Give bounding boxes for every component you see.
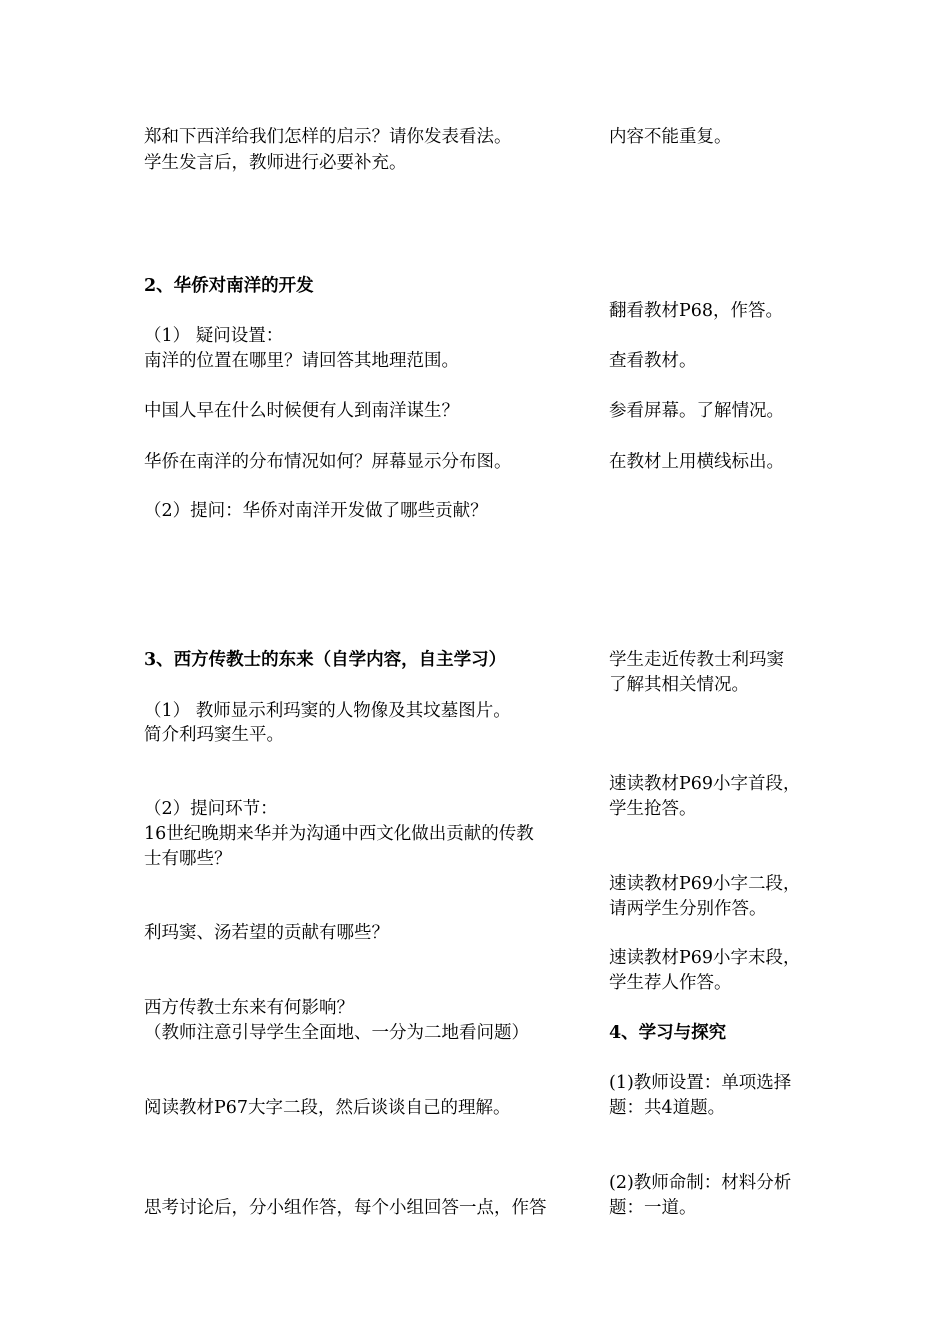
left-text: 郑和下西洋给我们怎样的启示？请你发表看法。 (144, 127, 512, 147)
left-text: 南洋的位置在哪里？请回答其地理范围。 (144, 351, 459, 371)
left-text: （2）提问：华侨对南洋开发做了哪些贡献？ (144, 501, 488, 521)
left-text: 华侨在南洋的分布情况如何？屏幕显示分布图。 (144, 452, 512, 472)
right-text: 速读教材P69小字首段， (609, 774, 801, 794)
right-text: 速读教材P69小字末段， (609, 948, 801, 968)
left-text: （1） 教师显示利玛窦的人物像及其坟墓图片。 (144, 701, 511, 721)
right-text: 学生走近传教士利玛窦 (609, 650, 784, 670)
section-heading: 4、学习与探究 (609, 1023, 727, 1043)
right-text: 速读教材P69小字二段， (609, 874, 801, 894)
section-heading: 2、华侨对南洋的开发 (144, 276, 314, 296)
right-text: 题：共4道题。 (609, 1098, 726, 1118)
right-text: 参看屏幕。了解情况。 (609, 401, 784, 421)
left-text: （2）提问环节： (144, 799, 278, 819)
left-text: （1） 疑问设置： (144, 326, 284, 346)
left-text: 利玛窦、汤若望的贡献有哪些？ (144, 923, 389, 943)
right-text: 查看教材。 (609, 351, 697, 371)
left-text: 阅读教材P67大字二段，然后谈谈自己的理解。 (144, 1098, 511, 1118)
right-text: 翻看教材P68，作答。 (609, 301, 784, 321)
left-text: 简介利玛窦生平。 (144, 725, 284, 745)
left-text: 西方传教士东来有何影响？ (144, 998, 354, 1018)
right-text: 学生抢答。 (609, 799, 697, 819)
right-text: 请两学生分别作答。 (609, 899, 767, 919)
right-text: (1)教师设置：单项选择 (609, 1073, 792, 1093)
right-text: 题：一道。 (609, 1198, 697, 1218)
left-text: 中国人早在什么时候便有人到南洋谋生？ (144, 401, 459, 421)
left-text: 思考讨论后，分小组作答，每个小组回答一点，作答 (144, 1198, 547, 1218)
section-heading: 3、西方传教士的东来（自学内容，自主学习） (144, 650, 507, 670)
left-text: 士有哪些？ (144, 849, 232, 869)
left-text: 16世纪晚期来华并为沟通中西文化做出贡献的传教 (144, 824, 534, 844)
left-text: 学生发言后，教师进行必要补充。 (144, 153, 407, 173)
right-text: 在教材上用横线标出。 (609, 452, 784, 472)
left-text: （教师注意引导学生全面地、一分为二地看问题） (144, 1023, 529, 1043)
right-text: 学生荐人作答。 (609, 973, 732, 993)
right-text: (2)教师命制：材料分析 (609, 1173, 792, 1193)
right-text: 了解其相关情况。 (609, 675, 749, 695)
right-text: 内容不能重复。 (609, 127, 732, 147)
